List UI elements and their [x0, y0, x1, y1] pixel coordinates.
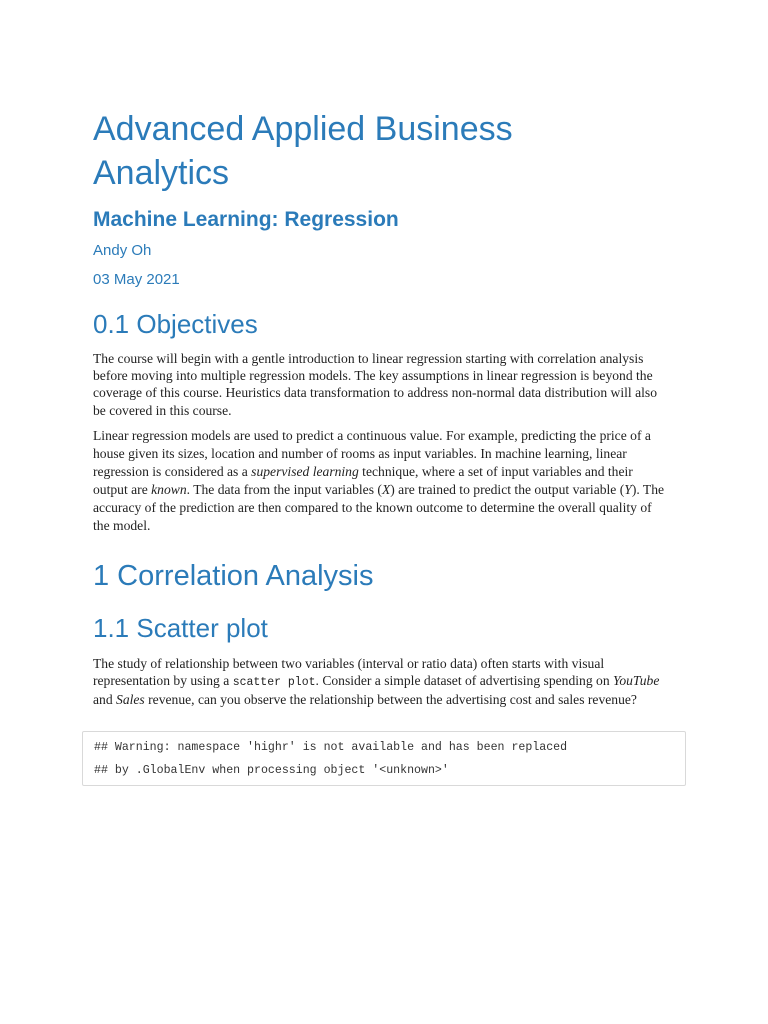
code-output-line: ## by .GlobalEnv when processing object '<unknown>': [94, 764, 449, 777]
text-run: Linear regression models are used to predict a continuous value. For example, predicting the price of a house given its sizes, location and number of rooms as input variables. In machine learning, linear regression is considered as a: [93, 428, 651, 479]
emphasis-x: X: [381, 481, 391, 497]
scatter-plot-paragraph: [93, 655, 668, 709]
text-run: revenue, can you observe the relationship between the advertising cost and sales revenue?: [144, 692, 637, 708]
text-run: ). The accuracy of the prediction are then compared to the known outcome to determine the overall quality of the model.: [93, 481, 665, 533]
emphasis-y: Y: [624, 481, 632, 497]
author-name: Andy Oh: [93, 242, 152, 259]
code-output-block: [82, 731, 686, 786]
text-run: technique, where a set of input variables and their output are: [93, 463, 633, 497]
section-heading-correlation-analysis: 1 Correlation Analysis: [93, 560, 374, 592]
text-run: The study of relationship between two variables (interval or ratio data) often starts with visual representation by using a: [93, 656, 605, 689]
objectives-paragraph-2: [93, 427, 668, 534]
emphasis-known: known: [151, 481, 187, 497]
inline-code-scatter-plot: scatter plot: [232, 676, 316, 690]
emphasis-youtube: YouTube: [613, 673, 660, 689]
document-date: 03 May 2021: [93, 271, 180, 288]
section-heading-objectives: 0.1 Objectives: [93, 309, 258, 339]
code-output-line: ## Warning: namespace 'highr' is not available and has been replaced: [94, 741, 568, 754]
text-run: . The data from the input variables (: [186, 481, 382, 497]
objectives-paragraph-1: The course will begin with a gentle introduction to linear regression starting with correlation analysis before moving into multiple regression models. The key assumptions in linear regression is beyond the coverage of this course. Heuristics data transformation to address non-normal data distribution will also be covered in this course.: [93, 351, 657, 418]
document-title: Advanced Applied Business Analytics: [93, 110, 513, 192]
emphasis-supervised-learning: supervised learning: [251, 463, 359, 479]
text-run: and: [93, 692, 117, 708]
section-heading-scatter-plot: 1.1 Scatter plot: [93, 613, 268, 643]
document-subtitle: Machine Learning: Regression: [93, 208, 399, 231]
text-run: . Consider a simple dataset of advertising spending on: [315, 673, 614, 689]
text-run: ) are trained to predict the output variable (: [390, 481, 625, 497]
emphasis-sales: Sales: [116, 692, 145, 708]
